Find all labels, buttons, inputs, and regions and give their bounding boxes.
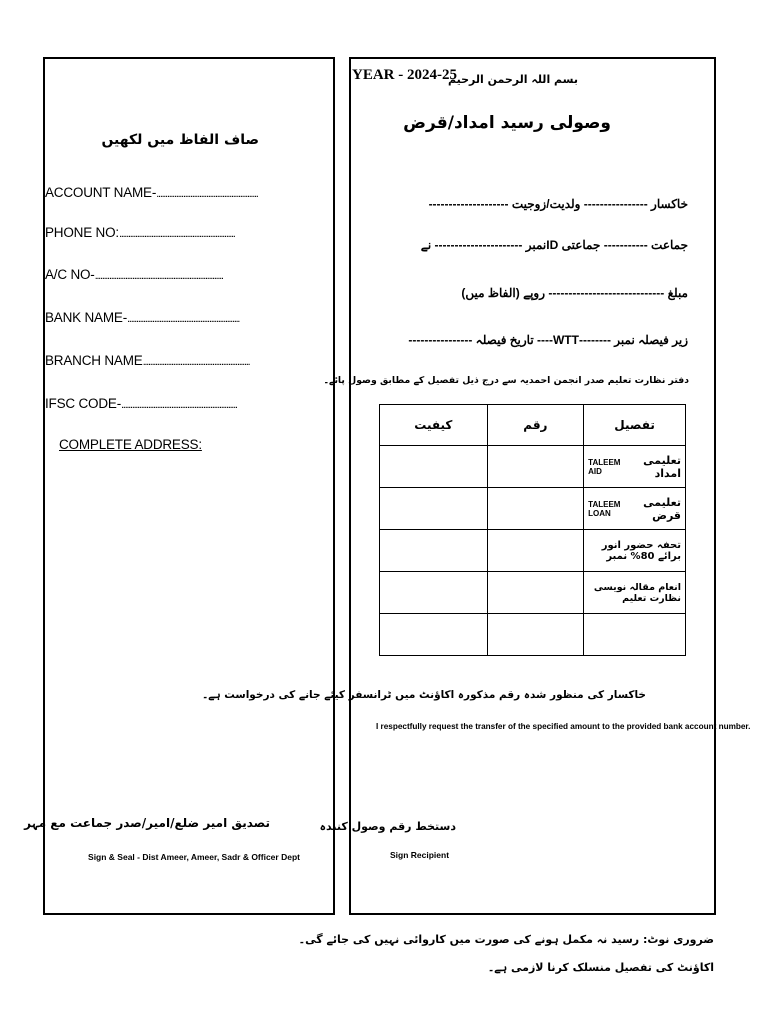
attestation-english: Sign & Seal - Dist Ameer, Ameer, Sadr & Officer Dept — [88, 852, 300, 862]
table-row — [380, 530, 686, 572]
row-details — [584, 572, 686, 614]
header-details: تفصیل — [584, 405, 686, 446]
attestation-urdu: تصدیق امیر ضلع/امیر/صدر جماعت مع مہر — [24, 816, 270, 830]
row-details — [584, 446, 686, 488]
receipt-intro: دفتر نظارت تعلیم صدر انجمن احمدیہ سے درج ذیل تفصیل کے مطابق وصول پائے۔ — [323, 375, 689, 386]
phone-no-label: PHONE NO: — [45, 225, 119, 240]
row-details-english: TALEEM AID — [588, 457, 621, 476]
row-remarks-cell[interactable] — [380, 488, 488, 530]
bank-name-dots: ............................................................... — [127, 314, 240, 325]
row-remarks-cell[interactable] — [380, 530, 488, 572]
branch-name-dots: ............................................................ — [142, 357, 250, 368]
account-no-field[interactable] — [45, 267, 223, 282]
account-name-label: ACCOUNT NAME- — [45, 185, 157, 200]
table-row — [380, 572, 686, 614]
footer-note-2: اکاؤنٹ کی تفصیل منسلک کرنا لازمی ہے۔ — [487, 961, 714, 974]
row-amount-cell[interactable] — [487, 614, 584, 656]
table-header-row — [380, 405, 686, 446]
account-no-dots: ........................................................................ — [94, 271, 223, 282]
account-name-field[interactable] — [45, 185, 258, 200]
recipient-sign-english: Sign Recipient — [390, 850, 450, 860]
branch-name-field[interactable] — [45, 353, 249, 368]
ifsc-code-dots: ................................................................. — [121, 400, 237, 411]
bank-name-label: BANK NAME- — [45, 310, 128, 325]
ifsc-code-label: IFSC CODE- — [45, 396, 122, 411]
row-amount-cell[interactable] — [487, 488, 584, 530]
header-amount: رقم — [487, 405, 584, 446]
details-table — [379, 404, 686, 656]
decision-line[interactable]: زیر فیصلہ نمبر --------WTT---- تاریخ فیصلہ ---------------- — [408, 333, 688, 347]
footer-note-1: ضروری نوٹ: رسید نہ مکمل ہونے کی صورت میں کاروائی نہیں کی جائے گی۔ — [298, 933, 714, 946]
row-remarks-cell[interactable] — [380, 614, 488, 656]
row-remarks-cell[interactable] — [380, 572, 488, 614]
row-amount-cell[interactable] — [487, 572, 584, 614]
ifsc-code-field[interactable] — [45, 396, 237, 411]
row-details — [584, 488, 686, 530]
row-details — [584, 530, 686, 572]
table-row — [380, 446, 686, 488]
row-details-urdu: تعلیمی قرض — [643, 495, 681, 522]
row-details-urdu: تعلیمی امداد — [643, 453, 681, 480]
account-no-label: A/C NO- — [45, 267, 95, 282]
transfer-request-english: I respectfully request the transfer of the specified amount to the provided bank account number. — [376, 722, 751, 731]
table-row — [380, 488, 686, 530]
branch-name-label: BRANCH NAME — [45, 353, 143, 368]
account-name-dots: ......................................................... — [156, 189, 258, 200]
table-row — [380, 614, 686, 656]
amount-line[interactable]: مبلغ ----------------------------- روپے (الفاظ میں) — [461, 286, 688, 300]
jamaat-id-line[interactable]: جماعت ----------- جماعتی IDنمبر ---------------------- نے — [420, 238, 688, 252]
row-amount-cell[interactable] — [487, 446, 584, 488]
bismillah: بسم اللہ الرحمن الرحیم — [447, 73, 578, 86]
bank-name-field[interactable] — [45, 310, 239, 325]
year-label: YEAR - 2024-25 — [352, 67, 457, 83]
row-details-urdu: تحفہ حضور انور برائے 80% نمبر — [601, 539, 681, 562]
row-remarks-cell[interactable] — [380, 446, 488, 488]
complete-address-label: COMPLETE ADDRESS: — [59, 437, 202, 452]
recipient-name-line[interactable]: خاکسار ---------------- ولدیت/زوجیت -------------------- — [428, 197, 688, 211]
header-remarks: کیفیت — [380, 405, 488, 446]
recipient-sign-urdu: دستخط رقم وصول کنندہ — [319, 820, 456, 833]
phone-no-dots: ................................................................. — [118, 229, 235, 240]
row-details-urdu: انعام مقالہ نویسی نظارت تعلیم — [593, 581, 681, 604]
receipt-title: وصولی رسید امداد/قرض — [403, 113, 611, 133]
row-details-english: TALEEM LOAN — [588, 499, 621, 518]
phone-no-field[interactable] — [45, 225, 235, 240]
row-details[interactable] — [584, 614, 686, 656]
row-amount-cell[interactable] — [487, 530, 584, 572]
transfer-request-urdu: خاکسار کی منظور شدہ رقم مذکورہ اکاؤنٹ میں ٹرانسفر کیئے جانے کی درخواست ہے۔ — [202, 689, 646, 701]
left-heading: صاف الفاظ میں لکھیں — [101, 132, 259, 148]
